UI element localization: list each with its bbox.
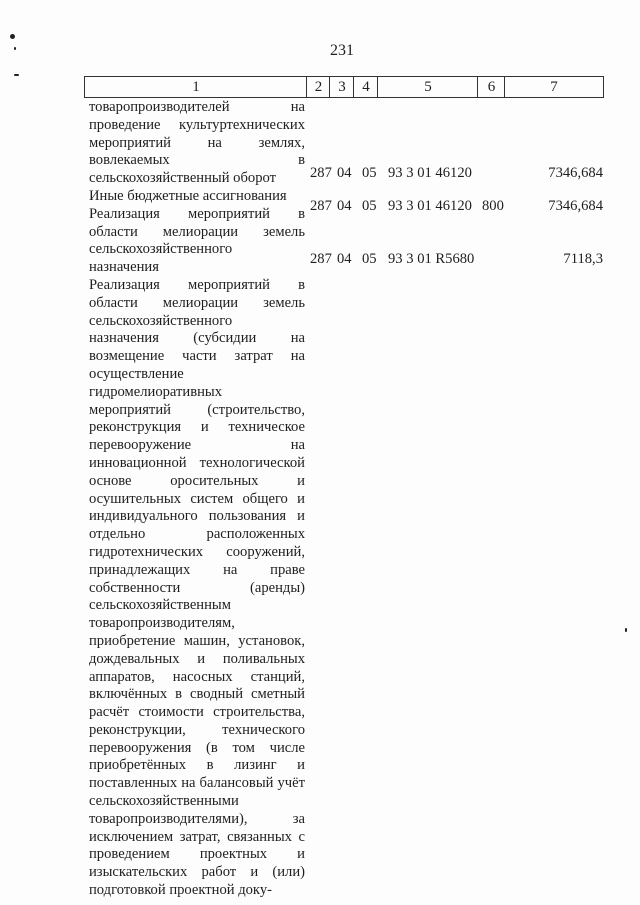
cell-code: 287 xyxy=(310,251,332,267)
cell-subsection: 05 xyxy=(362,165,377,181)
scan-mark xyxy=(14,47,16,50)
cell-sum: 7118,3 xyxy=(563,251,603,267)
header-cell-4: 4 xyxy=(353,77,378,97)
cell-code: 287 xyxy=(310,165,332,181)
cell-section: 04 xyxy=(337,251,352,267)
table-row xyxy=(0,250,640,268)
cell-article: 93 3 01 46120 xyxy=(388,198,472,214)
scan-mark xyxy=(10,34,15,39)
cell-code: 287 xyxy=(310,198,332,214)
header-cell-2: 2 xyxy=(306,77,330,97)
header-cell-3: 3 xyxy=(329,77,354,97)
description-paragraph: Реализация мероприятий в области мелиорации земель сельскохозяйственного назначения xyxy=(89,205,305,276)
cell-section: 04 xyxy=(337,165,352,181)
table-row xyxy=(0,197,640,215)
cell-article: 93 3 01 46120 xyxy=(388,165,472,181)
header-cell-6: 6 xyxy=(477,77,505,97)
cell-sum: 7346,684 xyxy=(548,198,603,214)
cell-section: 04 xyxy=(337,198,352,214)
header-cell-5: 5 xyxy=(377,77,478,97)
cell-type: 800 xyxy=(482,198,504,214)
page-number: 231 xyxy=(330,42,354,59)
table-row xyxy=(0,164,640,182)
header-cell-7: 7 xyxy=(504,77,603,97)
description-paragraph: Реализация мероприятий в области мелиорации земель сельскохозяйственного назначения (субсидии на возмещение части затрат на осуществление гидромелиоративных мероприятий (строительство, реконструкция и техническое перевооружение на инновационной технологической основе оросительных и осушительных систем общего и индивидуального пользования и отдельно расположенных гидротехнических сооружений, принадлежащих на праве собственности (аренды) сельскохозяйственным товаропроизводителям, приобретение машин, установок, дождевальных и поливальных аппаратов, насосных станций, включённых в сводный сметный расчёт стоимости строительства, реконструкции, технического перевооружения (в том числе приобретённых в лизинг и поставленных на балансовый учёт сельскохозяйственными товаропроизводителями), за исключением затрат, связанных с проведением проектных и изыскательских работ и (или) подготовкой проектной доку- xyxy=(89,276,305,899)
scan-mark xyxy=(625,628,627,632)
description-paragraph: товаропроизводителей на проведение культуртехнических мероприятий на землях, вовлекаемых в сельскохозяйственный оборот xyxy=(89,99,305,187)
scan-mark xyxy=(14,74,19,76)
cell-sum: 7346,684 xyxy=(548,165,603,181)
description-column xyxy=(89,99,305,900)
cell-subsection: 05 xyxy=(362,251,377,267)
cell-article: 93 3 01 R5680 xyxy=(388,251,475,267)
table-header xyxy=(84,76,604,98)
header-cell-1: 1 xyxy=(84,77,307,97)
description-paragraph: Иные бюджетные ассигнования xyxy=(89,187,287,204)
cell-subsection: 05 xyxy=(362,198,377,214)
